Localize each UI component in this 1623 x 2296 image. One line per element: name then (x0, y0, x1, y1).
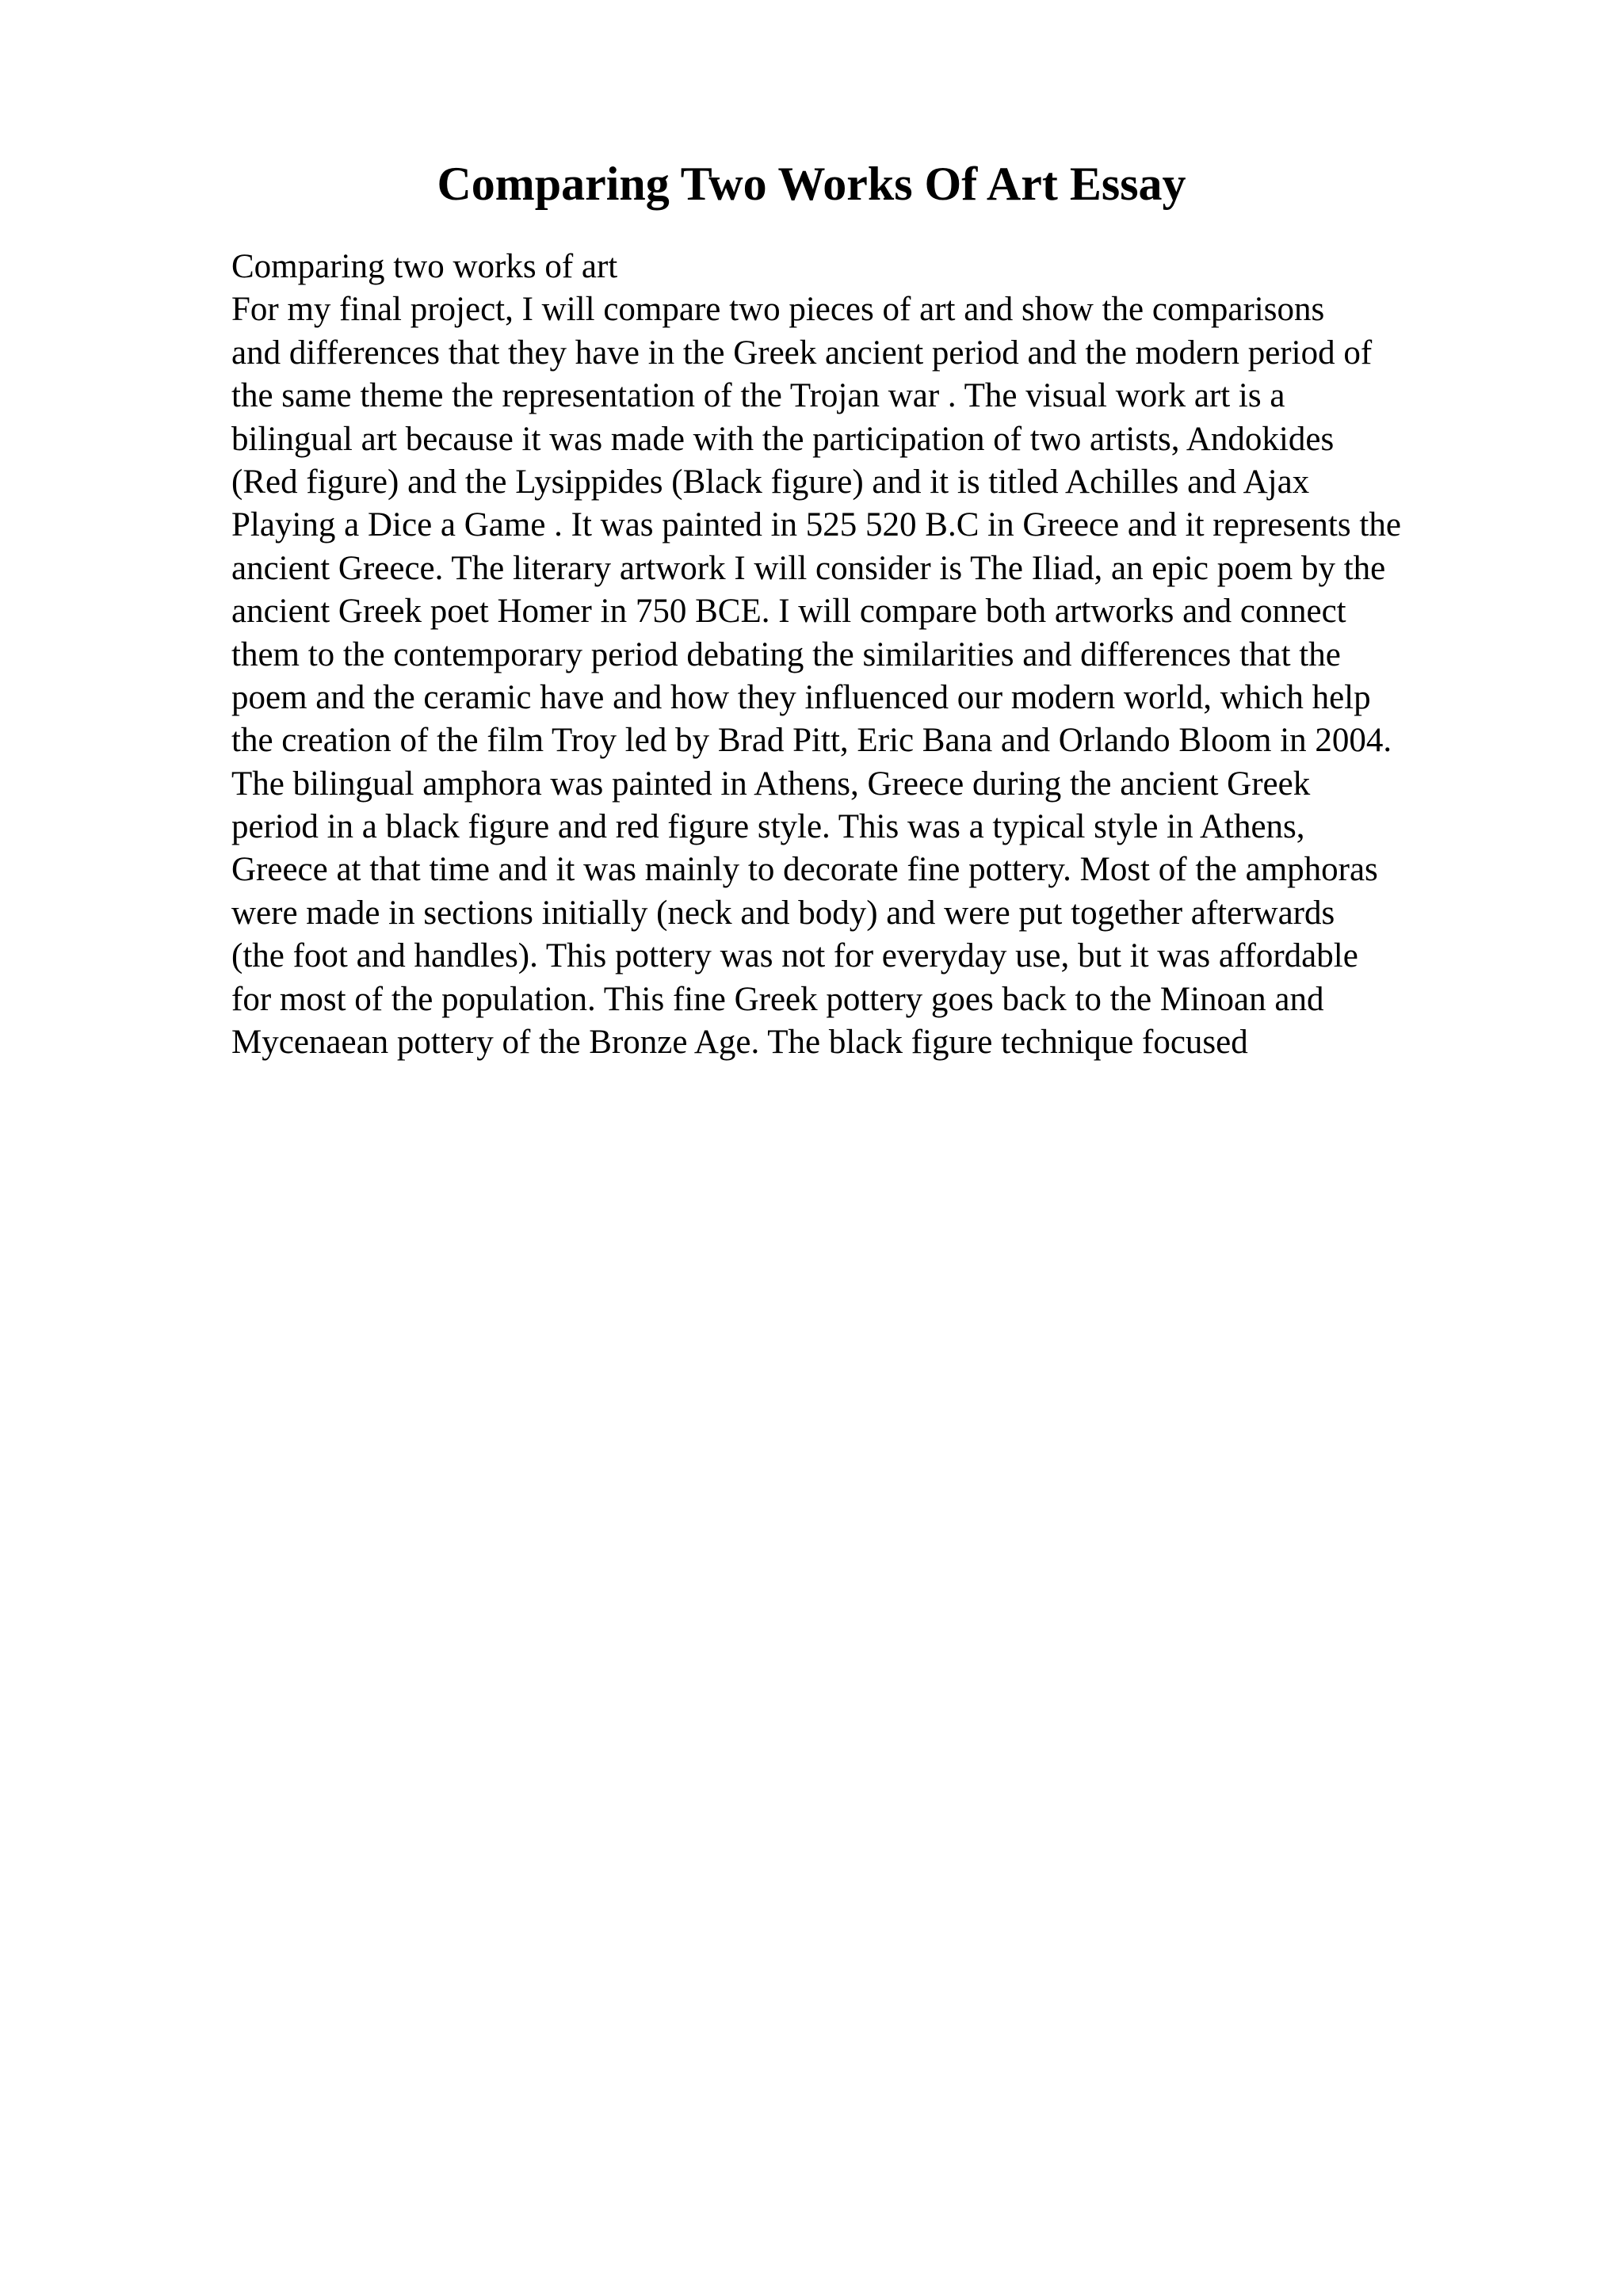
text-line: bilingual art because it was made with the participation of two artists, Andokides (231, 420, 1335, 458)
text-line: were made in sections initially (neck and body) and were put together afterwards (231, 894, 1335, 932)
text-line: (the foot and handles). This pottery was not for everyday use, but it was affordable (231, 937, 1358, 975)
text-line: period in a black figure and red figure style. This was a typical style in Athens, (231, 808, 1305, 846)
text-line: Playing a Dice a Game . It was painted in 525 520 B.C in Greece and it represents the (231, 506, 1401, 544)
text-line: for most of the population. This fine Greek pottery goes back to the Minoan and (231, 980, 1324, 1018)
text-line: poem and the ceramic have and how they influenced our modern world, which help (231, 678, 1371, 716)
text-line: ancient Greece. The literary artwork I will consider is The Iliad, an epic poem by the (231, 549, 1386, 587)
text-line: ancient Greek poet Homer in 750 BCE. I will compare both artworks and connect (231, 593, 1346, 631)
text-line: them to the contemporary period debating the similarities and differences that the (231, 635, 1341, 673)
text-line: the creation of the film Troy led by Brad Pitt, Eric Bana and Orlando Bloom in 2004. (231, 722, 1392, 760)
text-line: The bilingual amphora was painted in Athens, Greece during the ancient Greek (231, 765, 1311, 803)
text-line: (Red figure) and the Lysippides (Black figure) and it is titled Achilles and Ajax (231, 463, 1310, 501)
text-line: Comparing two works of art (231, 248, 618, 285)
essay-body (231, 246, 1531, 1064)
text-line: the same theme the representation of the Trojan war . The visual work art is a (231, 377, 1285, 415)
text-line: Mycenaean pottery of the Bronze Age. The black figure technique focused (231, 1024, 1248, 1062)
text-line: For my final project, I will compare two pieces of art and show the comparisons (231, 291, 1325, 329)
text-line: Greece at that time and it was mainly to decorate fine pottery. Most of the amphoras (231, 851, 1378, 889)
document-title: Comparing Two Works Of Art Essay (437, 158, 1186, 210)
text-line: and differences that they have in the Greek ancient period and the modern period of (231, 334, 1373, 372)
